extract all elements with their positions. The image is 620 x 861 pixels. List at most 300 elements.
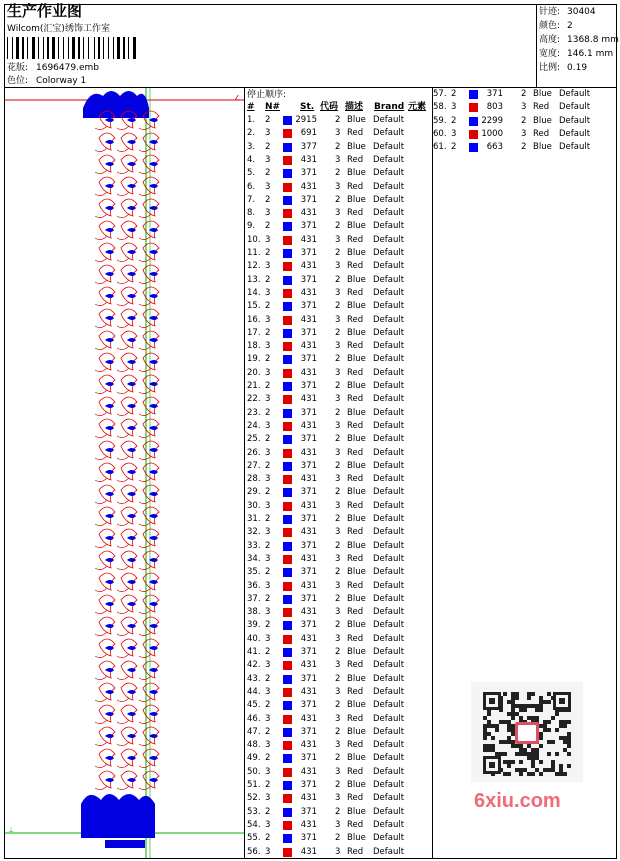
needle-number: 3 bbox=[265, 394, 271, 405]
color-swatch bbox=[283, 808, 292, 817]
stitch-count: 431 bbox=[300, 367, 317, 378]
code: 3 bbox=[521, 102, 527, 113]
stitch-count: 431 bbox=[300, 740, 317, 751]
description: Red bbox=[347, 447, 364, 458]
stop-row bbox=[247, 739, 432, 752]
stop-row bbox=[247, 606, 432, 619]
needle-number: 3 bbox=[265, 527, 271, 538]
stitch-count: 1000 bbox=[481, 128, 503, 139]
stop-row bbox=[247, 260, 432, 273]
stop-row bbox=[247, 699, 432, 712]
code: 3 bbox=[335, 234, 341, 245]
code: 2 bbox=[335, 673, 341, 684]
stop-number: 45. bbox=[247, 700, 261, 711]
description: Red bbox=[347, 527, 364, 538]
needle-number: 3 bbox=[265, 261, 271, 272]
stop-row bbox=[247, 526, 432, 539]
stop-number: 32. bbox=[247, 527, 261, 538]
code: 3 bbox=[335, 846, 341, 857]
code: 2 bbox=[335, 567, 341, 578]
needle-number: 2 bbox=[265, 327, 271, 338]
code: 2 bbox=[335, 274, 341, 285]
stop-row bbox=[247, 540, 432, 553]
color-swatch bbox=[469, 90, 478, 99]
needle-number: 2 bbox=[265, 514, 271, 524]
stat-label: 颜色: bbox=[539, 21, 561, 31]
description: Blue bbox=[533, 142, 552, 153]
description: Red bbox=[347, 367, 364, 378]
stitch-count: 431 bbox=[300, 181, 317, 192]
description: Red bbox=[347, 713, 364, 724]
description: Blue bbox=[347, 434, 366, 445]
stop-row bbox=[433, 115, 618, 128]
stop-row bbox=[247, 393, 432, 406]
code: 3 bbox=[335, 740, 341, 751]
stitch-count: 431 bbox=[300, 846, 317, 857]
color-swatch bbox=[283, 449, 292, 458]
code: 2 bbox=[335, 354, 341, 365]
code: 3 bbox=[335, 766, 341, 777]
needle-number: 3 bbox=[265, 713, 271, 724]
code: 2 bbox=[335, 168, 341, 179]
needle-number: 2 bbox=[451, 142, 457, 153]
code: 3 bbox=[335, 314, 341, 325]
color-swatch bbox=[283, 781, 292, 790]
stop-number: 4. bbox=[247, 154, 256, 165]
description: Blue bbox=[347, 115, 366, 125]
brand: Default bbox=[373, 327, 405, 338]
code: 3 bbox=[335, 367, 341, 378]
stop-number: 26. bbox=[247, 447, 261, 458]
color-swatch bbox=[283, 515, 292, 524]
color-swatch bbox=[283, 276, 292, 285]
stop-number: 56. bbox=[247, 846, 261, 857]
brand: Default bbox=[373, 394, 405, 405]
brand: Default bbox=[373, 128, 405, 139]
stop-row bbox=[247, 141, 432, 154]
color-swatch bbox=[283, 701, 292, 710]
stitch-count: 431 bbox=[300, 420, 317, 431]
description: Blue bbox=[347, 673, 366, 684]
needle-number: 3 bbox=[265, 846, 271, 857]
brand: Default bbox=[373, 261, 405, 272]
brand: Default bbox=[373, 607, 405, 618]
stop-row bbox=[247, 593, 432, 606]
stat-label: 高度: bbox=[539, 35, 561, 45]
description: Red bbox=[347, 553, 364, 564]
stop-number: 60. bbox=[433, 128, 447, 139]
brand: Default bbox=[373, 354, 405, 365]
code: 2 bbox=[335, 221, 341, 232]
needle-number: 3 bbox=[265, 793, 271, 804]
stop-number: 24. bbox=[247, 420, 261, 431]
stop-row bbox=[247, 154, 432, 167]
stop-row bbox=[247, 460, 432, 473]
code: 2 bbox=[335, 301, 341, 312]
needle-number: 2 bbox=[265, 221, 271, 232]
watermark-logo: 6xiu.com bbox=[474, 790, 561, 812]
needle-number: 3 bbox=[265, 607, 271, 618]
code: 2 bbox=[335, 514, 341, 524]
description: Red bbox=[347, 287, 364, 298]
needle-number: 2 bbox=[265, 806, 271, 817]
stat-label: 宽度: bbox=[539, 49, 561, 59]
code: 3 bbox=[335, 553, 341, 564]
brand: Default bbox=[373, 248, 405, 258]
stop-row bbox=[247, 766, 432, 779]
description: Blue bbox=[347, 540, 366, 551]
stitch-count: 431 bbox=[300, 261, 317, 272]
code: 3 bbox=[335, 447, 341, 458]
needle-number: 3 bbox=[265, 367, 271, 378]
needle-number: 2 bbox=[265, 168, 271, 179]
stitch-count: 371 bbox=[300, 753, 317, 764]
description: Red bbox=[533, 102, 550, 113]
stop-row bbox=[247, 194, 432, 207]
code: 2 bbox=[335, 620, 341, 631]
code: 3 bbox=[335, 154, 341, 165]
code: 2 bbox=[335, 194, 341, 205]
stop-row bbox=[247, 832, 432, 845]
brand: Default bbox=[373, 780, 405, 790]
column-header: Brand bbox=[374, 102, 405, 112]
description: Red bbox=[347, 128, 364, 139]
description: Red bbox=[347, 234, 364, 245]
description: Blue bbox=[347, 194, 366, 205]
stop-row bbox=[247, 806, 432, 819]
code: 2 bbox=[335, 806, 341, 817]
needle-number: 2 bbox=[265, 487, 271, 498]
color-swatch bbox=[283, 355, 292, 364]
color-swatch bbox=[283, 196, 292, 205]
code: 2 bbox=[335, 780, 341, 790]
stitch-count: 371 bbox=[300, 540, 317, 551]
stop-number: 29. bbox=[247, 487, 261, 498]
description: Blue bbox=[347, 487, 366, 498]
brand: Default bbox=[373, 420, 405, 431]
stitch-count: 371 bbox=[300, 593, 317, 604]
colorway-value: Colorway 1 bbox=[36, 76, 87, 86]
color-swatch bbox=[283, 222, 292, 231]
description: Red bbox=[347, 846, 364, 857]
stitch-count: 2915 bbox=[295, 115, 317, 125]
stitch-count: 371 bbox=[300, 354, 317, 365]
color-swatch bbox=[283, 848, 292, 857]
stop-number: 47. bbox=[247, 726, 261, 737]
color-swatch bbox=[283, 488, 292, 497]
stop-number: 5. bbox=[247, 168, 256, 179]
brand: Default bbox=[373, 527, 405, 538]
stat-value: 146.1 mm bbox=[567, 49, 614, 59]
column-header: 描述 bbox=[345, 102, 364, 112]
stop-number: 11. bbox=[247, 248, 261, 258]
code: 3 bbox=[335, 713, 341, 724]
description: Blue bbox=[347, 274, 366, 285]
stop-number: 17. bbox=[247, 327, 261, 338]
stitch-count: 371 bbox=[300, 434, 317, 445]
stitch-count: 431 bbox=[300, 341, 317, 352]
color-swatch bbox=[283, 236, 292, 245]
stitch-count: 371 bbox=[300, 620, 317, 631]
color-swatch bbox=[283, 369, 292, 378]
color-swatch bbox=[283, 502, 292, 511]
stitch-count: 371 bbox=[300, 460, 317, 471]
color-swatch bbox=[283, 143, 292, 152]
code: 2 bbox=[335, 115, 341, 125]
needle-number: 3 bbox=[265, 553, 271, 564]
stat-label: 比例: bbox=[539, 63, 561, 73]
brand: Default bbox=[373, 580, 405, 591]
stop-number: 12. bbox=[247, 261, 261, 272]
needle-number: 3 bbox=[265, 154, 271, 165]
description: Blue bbox=[533, 89, 552, 99]
stop-number: 41. bbox=[247, 647, 261, 657]
needle-number: 2 bbox=[265, 833, 271, 844]
stitch-count: 371 bbox=[300, 700, 317, 711]
stitch-count: 691 bbox=[300, 128, 317, 139]
stitch-count: 431 bbox=[300, 660, 317, 671]
color-swatch bbox=[283, 302, 292, 311]
description: Blue bbox=[347, 567, 366, 578]
barcode bbox=[7, 37, 137, 59]
needle-number: 2 bbox=[265, 780, 271, 790]
stop-row bbox=[247, 580, 432, 593]
brand: Default bbox=[373, 567, 405, 578]
brand: Default bbox=[373, 407, 405, 418]
stop-number: 61. bbox=[433, 142, 447, 153]
stitch-count: 371 bbox=[300, 673, 317, 684]
stitch-count: 2299 bbox=[481, 115, 503, 126]
description: Blue bbox=[347, 327, 366, 338]
stop-number: 28. bbox=[247, 474, 261, 485]
description: Blue bbox=[347, 168, 366, 179]
description: Blue bbox=[347, 248, 366, 258]
color-swatch bbox=[283, 395, 292, 404]
color-swatch bbox=[283, 156, 292, 165]
needle-number: 3 bbox=[265, 420, 271, 431]
color-swatch bbox=[283, 249, 292, 258]
column-header: 元素 bbox=[408, 102, 427, 112]
description: Red bbox=[347, 208, 364, 219]
brand: Default bbox=[373, 793, 405, 804]
description: Red bbox=[347, 660, 364, 671]
color-swatch bbox=[283, 129, 292, 138]
stitch-count: 431 bbox=[300, 819, 317, 830]
stop-number: 49. bbox=[247, 753, 261, 764]
stop-row bbox=[433, 101, 618, 114]
brand: Default bbox=[373, 208, 405, 219]
stat-value: 1368.8 mm bbox=[567, 35, 619, 45]
stop-row bbox=[247, 633, 432, 646]
stop-number: 43. bbox=[247, 673, 261, 684]
pattern-file: 1696479.emb bbox=[36, 63, 99, 73]
brand: Default bbox=[373, 381, 405, 391]
needle-number: 3 bbox=[265, 766, 271, 777]
needle-number: 2 bbox=[265, 593, 271, 604]
stitch-count: 371 bbox=[300, 833, 317, 844]
color-swatch bbox=[283, 542, 292, 551]
stop-number: 16. bbox=[247, 314, 261, 325]
needle-number: 2 bbox=[265, 194, 271, 205]
stop-number: 8. bbox=[247, 208, 256, 219]
code: 3 bbox=[335, 420, 341, 431]
design-pattern bbox=[81, 91, 159, 848]
code: 2 bbox=[335, 487, 341, 498]
brand: Default bbox=[373, 460, 405, 471]
code: 3 bbox=[335, 580, 341, 591]
needle-number: 2 bbox=[265, 647, 271, 657]
color-swatch bbox=[283, 116, 292, 125]
code: 3 bbox=[335, 607, 341, 618]
code: 2 bbox=[335, 381, 341, 391]
description: Blue bbox=[347, 726, 366, 737]
color-swatch bbox=[469, 130, 478, 139]
needle-number: 3 bbox=[265, 447, 271, 458]
stop-number: 27. bbox=[247, 460, 261, 471]
description: Red bbox=[347, 500, 364, 511]
description: Red bbox=[347, 261, 364, 272]
code: 2 bbox=[335, 593, 341, 604]
qr-code bbox=[471, 682, 583, 782]
colorway-label: 色位: bbox=[7, 76, 29, 86]
needle-number: 3 bbox=[451, 102, 457, 113]
brand: Default bbox=[559, 89, 591, 99]
color-swatch bbox=[283, 409, 292, 418]
color-swatch bbox=[283, 435, 292, 444]
stop-row bbox=[247, 167, 432, 180]
stop-number: 38. bbox=[247, 607, 261, 618]
description: Blue bbox=[347, 753, 366, 764]
code: 3 bbox=[335, 394, 341, 405]
code: 2 bbox=[335, 248, 341, 258]
stop-number: 50. bbox=[247, 766, 261, 777]
column-header: St. bbox=[300, 102, 315, 112]
stop-row bbox=[247, 500, 432, 513]
color-swatch bbox=[283, 821, 292, 830]
needle-number: 2 bbox=[265, 673, 271, 684]
stop-row bbox=[247, 367, 432, 380]
needle-number: 2 bbox=[265, 540, 271, 551]
stitch-count: 431 bbox=[300, 287, 317, 298]
color-swatch bbox=[283, 715, 292, 724]
code: 3 bbox=[335, 128, 341, 139]
code: 2 bbox=[521, 89, 527, 99]
code: 2 bbox=[335, 540, 341, 551]
needle-number: 2 bbox=[265, 753, 271, 764]
description: Red bbox=[347, 793, 364, 804]
code: 3 bbox=[335, 793, 341, 804]
code: 3 bbox=[335, 261, 341, 272]
needle-number: 3 bbox=[265, 474, 271, 485]
stop-number: 46. bbox=[247, 713, 261, 724]
code: 3 bbox=[335, 181, 341, 192]
stop-number: 23. bbox=[247, 407, 261, 418]
code: 2 bbox=[335, 327, 341, 338]
code: 2 bbox=[335, 647, 341, 657]
stop-row bbox=[247, 713, 432, 726]
stitch-count: 431 bbox=[300, 208, 317, 219]
stop-row bbox=[247, 353, 432, 366]
description: Red bbox=[533, 128, 550, 139]
needle-number: 2 bbox=[265, 567, 271, 578]
stop-number: 59. bbox=[433, 115, 447, 126]
stop-number: 25. bbox=[247, 434, 261, 445]
stitch-count: 377 bbox=[300, 141, 317, 152]
stop-row bbox=[247, 673, 432, 686]
stop-number: 30. bbox=[247, 500, 261, 511]
stop-row bbox=[247, 220, 432, 233]
stat-value: 0.19 bbox=[567, 63, 588, 73]
stitch-count: 431 bbox=[300, 314, 317, 325]
brand: Default bbox=[373, 700, 405, 711]
stitch-count: 431 bbox=[300, 553, 317, 564]
brand: Default bbox=[373, 540, 405, 551]
stop-number: 58. bbox=[433, 102, 447, 113]
stop-row bbox=[247, 287, 432, 300]
column-header: 代码 bbox=[320, 102, 339, 112]
stop-sequence-heading: 停止顺序: bbox=[247, 90, 287, 100]
stop-number: 39. bbox=[247, 620, 261, 631]
needle-number: 3 bbox=[451, 128, 457, 139]
code: 3 bbox=[335, 500, 341, 511]
stop-number: 48. bbox=[247, 740, 261, 751]
stitch-count: 431 bbox=[300, 394, 317, 405]
color-swatch bbox=[283, 688, 292, 697]
guide-marker: ∠ bbox=[234, 94, 241, 102]
needle-number: 2 bbox=[265, 381, 271, 391]
stop-row bbox=[247, 726, 432, 739]
column-header: N# bbox=[265, 102, 281, 112]
needle-number: 3 bbox=[265, 341, 271, 352]
stop-number: 40. bbox=[247, 633, 261, 644]
stop-row bbox=[247, 234, 432, 247]
brand: Default bbox=[559, 102, 591, 113]
description: Red bbox=[347, 394, 364, 405]
brand: Default bbox=[373, 514, 405, 524]
needle-number: 3 bbox=[265, 287, 271, 298]
brand: Default bbox=[373, 553, 405, 564]
brand: Default bbox=[373, 673, 405, 684]
stop-number: 55. bbox=[247, 833, 261, 844]
color-swatch bbox=[283, 475, 292, 484]
color-swatch bbox=[283, 555, 292, 564]
needle-number: 3 bbox=[265, 686, 271, 697]
stop-row bbox=[247, 846, 432, 859]
brand: Default bbox=[373, 819, 405, 830]
stop-row bbox=[247, 114, 432, 127]
color-swatch bbox=[283, 183, 292, 192]
code: 2 bbox=[521, 142, 527, 153]
stitch-count: 371 bbox=[300, 806, 317, 817]
description: Blue bbox=[347, 780, 366, 790]
guide-marker: ⊥ bbox=[8, 826, 15, 834]
description: Blue bbox=[347, 700, 366, 711]
code: 3 bbox=[335, 527, 341, 538]
stitch-count: 663 bbox=[486, 142, 503, 153]
stitch-count: 371 bbox=[300, 274, 317, 285]
color-swatch bbox=[283, 608, 292, 617]
stitch-count: 371 bbox=[300, 407, 317, 418]
description: Blue bbox=[347, 221, 366, 232]
brand: Default bbox=[373, 141, 405, 152]
brand: Default bbox=[373, 686, 405, 697]
color-swatch bbox=[283, 621, 292, 630]
color-swatch bbox=[283, 262, 292, 271]
stop-row bbox=[247, 207, 432, 220]
code: 3 bbox=[521, 128, 527, 139]
stop-row bbox=[247, 127, 432, 140]
stop-number: 3. bbox=[247, 141, 256, 152]
